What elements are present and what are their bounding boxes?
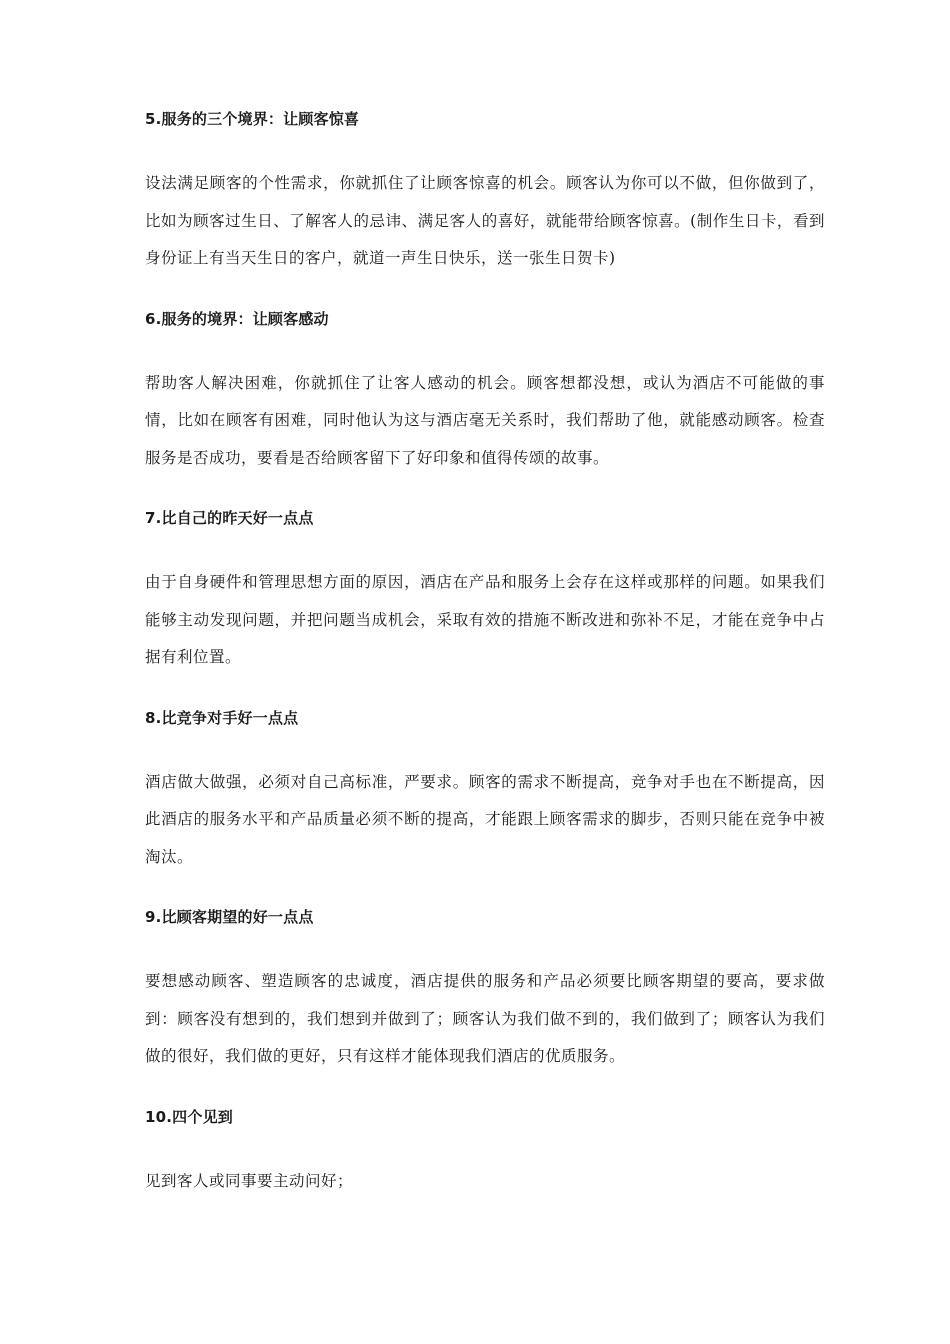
- section-paragraph: 帮助客人解决困难，你就抓住了让客人感动的机会。顾客想都没想，或认为酒店不可能做的事情，比如在顾客有困难，同时他认为这与酒店毫无关系时，我们帮助了他，就能感动顾客。检查服务是否成功，要看是否给顾客留下了好印象和值得传颂的故事。: [145, 373, 825, 467]
- section-paragraph: 由于自身硬件和管理思想方面的原因，酒店在产品和服务上会存在这样或那样的问题。如果我们能够主动发现问题，并把问题当成机会，采取有效的措施不断改进和弥补不足，才能在竞争中占据有利位置。: [145, 573, 825, 666]
- section-heading: 8.比竞争对手好一点点: [145, 708, 299, 727]
- section-6: [145, 303, 825, 478]
- section-5: [145, 103, 825, 278]
- section-7: [145, 502, 825, 677]
- section-heading: 6.服务的境界：让顾客感动: [145, 309, 329, 328]
- document-body: [145, 103, 825, 1225]
- section-heading: 7.比自己的昨天好一点点: [145, 509, 314, 527]
- section-9: [145, 901, 825, 1076]
- section-paragraph: 见到客人或同事要主动问好；: [145, 1171, 354, 1190]
- section-heading: 5.服务的三个境界：让顾客惊喜: [145, 110, 360, 128]
- section-8: [145, 702, 825, 877]
- section-paragraph: 酒店做大做强，必须对自己高标准，严要求。顾客的需求不断提高，竞争对手也在不断提高，因此酒店的服务水平和产品质量必须不断的提高，才能跟上顾客需求的脚步，否则只能在竞争中被淘汰。: [145, 772, 825, 866]
- section-paragraph: 设法满足顾客的个性需求，你就抓住了让顾客惊喜的机会。顾客认为你可以不做，但你做到了，比如为顾客过生日、了解客人的忌讳、满足客人的喜好，就能带给顾客惊喜。(制作生日卡，看到身份证上有当天生日的客户，就道一声生日快乐，送一张生日贺卡): [145, 174, 825, 267]
- section-heading: 10.四个见到: [145, 1107, 233, 1126]
- section-heading: 9.比顾客期望的好一点点: [145, 908, 314, 926]
- section-10: [145, 1101, 825, 1201]
- section-paragraph: 要想感动顾客、塑造顾客的忠诚度，酒店提供的服务和产品必须要比顾客期望的要高，要求做到：顾客没有想到的，我们想到并做到了；顾客认为我们做不到的，我们做到了；顾客认为我们做的很好，我们做的更好，只有这样才能体现我们酒店的优质服务。: [145, 972, 825, 1065]
